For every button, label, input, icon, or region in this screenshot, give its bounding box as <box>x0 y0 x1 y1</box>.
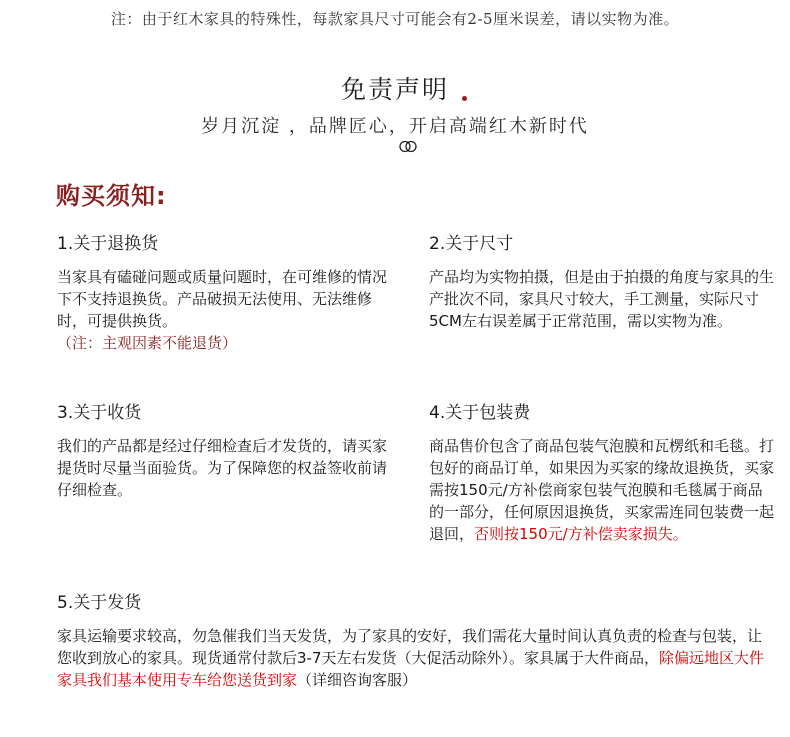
shipping-body <box>57 625 772 691</box>
shipping-section <box>57 592 772 691</box>
packaging-body-text: 商品售价包含了商品包装气泡膜和瓦楞纸和毛毯。打包好的商品订单，如果因为买家的缘故退换货，买家需按150元/方补偿商家包装气泡膜和毛毯属于商品的一部分，任何原因退换货，买家需连同包装费一起退回， <box>429 437 775 543</box>
size-title: 2.关于尺寸 <box>429 234 514 254</box>
packaging-title: 4.关于包装费 <box>429 403 531 423</box>
shipping-body-end: （详细咨询客服） <box>297 671 418 689</box>
title-dot <box>462 96 467 101</box>
receipt-section <box>57 402 397 501</box>
purchase-notice-heading: 购买须知: <box>56 182 167 210</box>
slogan: 岁月沉淀 ，品牌匠心，开启高端红木新时代 <box>201 116 589 137</box>
packaging-body <box>429 435 774 545</box>
returns-note: （注：主观因素不能退货） <box>57 334 238 352</box>
top-note: 注：由于红木家具的特殊性，每款家具尺寸可能会有2-5厘米误差，请以实物为准。 <box>110 10 680 28</box>
returns-section <box>57 233 397 354</box>
packaging-section <box>429 402 774 545</box>
size-section <box>429 233 774 332</box>
size-body: 产品均为实物拍摄，但是由于拍摄的角度与家具的生产批次不同，家具尺寸较大，手工测量，实际尺寸5CM左右误差属于正常范围，需以实物为准。 <box>429 268 775 330</box>
disclaimer-title: 免责声明 <box>340 75 449 104</box>
returns-title: 1.关于退换货 <box>57 234 159 254</box>
shipping-body-text: 家具运输要求较高，勿急催我们当天发货，为了家具的安好，我们需花大量时间认真负责的检查与包装，让您收到放心的家具。现货通常付款后3-7天左右发货（大促活动除外）。家具属于大件商品， <box>57 627 763 667</box>
shipping-title: 5.关于发货 <box>57 593 142 613</box>
receipt-title: 3.关于收货 <box>57 403 142 423</box>
shipping-delivery-highlight: 除偏远地区大件家具我们基本使用专车给您送货到家 <box>57 649 765 689</box>
packaging-compensation-warning: 否则按150元/方补偿卖家损失。 <box>474 525 688 543</box>
receipt-body: 我们的产品都是经过仔细检查后才发货的，请买家提货时尽量当面验货。为了保障您的权益签收前请仔细检查。 <box>57 437 388 499</box>
returns-body: 当家具有磕碰问题或质量问题时，在可维修的情况下不支持退换货。产品破损无法使用、无法维修时，可提供换货。 <box>57 268 388 330</box>
rings-icon <box>398 140 418 153</box>
